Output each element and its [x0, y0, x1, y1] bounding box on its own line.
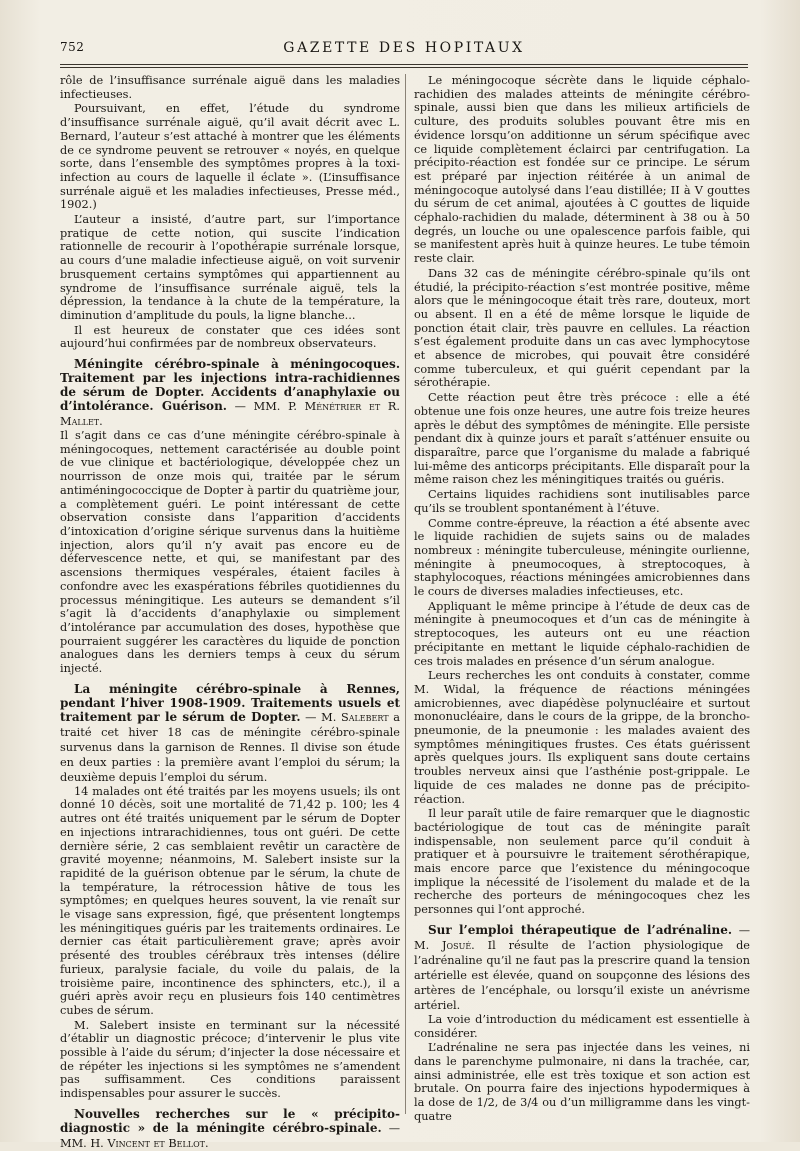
paragraph: Le méningocoque sécrète dans le liquide céphalo-rachidien des malades atteints de méningite cérébro-spinale, aussi bien que dans les milieux artificiels de culture, des produits solubles pouvant être mis en évidence lorsqu’on additionne un sérum spécifique avec ce liquide complètement éclairci par centrifugation. La précipito-réaction est fondée sur ce principe. Le sérum est préparé par injection réitérée à un animal de méningocoque autolysé dans l’eau distillée; II à V gouttes du sérum de cet animal, ajoutées à C gouttes de liquide céphalo-rachidien du malade, déterminent à 38 ou à 50 degrés, un louche ou une opalescence parfois faible, qui se manifestent après huit à quinze heures. Le tube témoin reste clair. [414, 74, 750, 266]
paragraph: Cette réaction peut être très précoce : elle a été obtenue une fois onze heures, une autre fois treize heures après le début des symptômes de méningite. Elle persiste pendant dix à quinze jours et paraît s’atténuer ensuite ou disparaître, parce que l’organisme du malade a fabriqué lui-même des anticorps précipitants. Elle disparaît pour la même raison chez les méningitiques traités ou guéris. [414, 391, 750, 487]
paragraph: Il leur paraît utile de faire remarquer que le diagnostic bactériologique de tout cas de méningite paraît indispensable, non seulement parce qu’il conduit à pratiquer et à poursuivre le traitement sérothérapique, mais encore parce que l’existence du méningocoque implique la nécessité de l’isolement du malade et de la recherche des porteurs de méningocoques chez les personnes qui l’ont approché. [414, 807, 750, 917]
header-rule [60, 64, 748, 65]
paragraph: Il s’agit dans ce cas d’une méningite cérébro-spinale à méningocoques, nettement caractérisée au double point de vue clinique et bactériologique, développée chez un nourrisson de onze mois qui, traitée par le sérum antiméningococcique de Dopter à partir du quatrième jour, a complètement guéri. Le point intéressant de cette observation consiste dans l’apparition d’accidents d’intoxication d’origine sérique survenus dans la huitième injection, alors qu’il n’y avait pas encore eu de défervescence nette, et qui, se manifestant par des ascensions thermiques vespérales, étaient faciles à confondre avec les exaspérations fébriles quotidiennes du processus méningitique. Les auteurs se demandent s’il s’agit là d’accidents d’anaphylaxie ou simplement d’intolérance par accumulation des doses, hypothèse que pourraient suggérer les caractères du liquide de ponction analogues dans les derniers temps à ceux du sérum injecté. [60, 429, 400, 676]
paragraph: rôle de l’insuffisance surrénale aiguë dans les maladies infectieuses. [60, 74, 400, 101]
paragraph: L’auteur a insisté, d’autre part, sur l’importance pratique de cette notion, qui suscite l’indication rationnelle de recourir à l’opothérapie surrénale lorsque, au cours d’une maladie infectieuse aiguë, on voit survenir brusquement certains symptômes qui appartiennent au syndrome de l’insuffisance surrénale aiguë, tels la dépression, la tendance à la chute de la température, la diminution d’amplitude du pouls, la ligne blanche... [60, 213, 400, 322]
paragraph: Appliquant le même principe à l’étude de deux cas de méningite à pneumocoques et d’un cas de méningite à streptocoques, les auteurs ont eu une réaction précipitante en mettant le liquide céphalo-rachidien de ces trois malades en présence d’un sérum analogue. [414, 599, 750, 668]
paragraph: Il est heureux de constater que ces idées sont aujourd’hui confirmées par de nombreux observateurs. [60, 323, 400, 351]
paragraph: 14 malades ont été traités par les moyens usuels; ils ont donné 10 décès, soit une mortalité de 71,42 p. 100; les 4 autres ont été traités uniquement par le sérum de Dopter en injections intrarachidiennes, tous ont guéri. De cette dernière série, 2 cas semblaient revêtir un caractère de gravité moyenne; néanmoins, M. Salebert insiste sur la rapidité de la guérison obtenue par le sérum, la chute de la température, la rétrocession hâtive de tous les symptômes; en quelques heures souvent, la vie renaît sur le visage sans expression, figé, que présentent longtemps les méningitiques guéris par les traitements ordinaires. Le dernier cas était particulièrement grave; après avoir présenté des troubles cérébraux très intenses (délire furieux, paralysie faciale, du voile du palais, de la troisième paire, incontinence des sphincters, etc.), il a guéri après avoir reçu en plusieurs fois 140 centimètres cubes de sérum. [60, 784, 400, 1017]
paragraph: La voie d’introduction du médicament est essentielle à considérer. [414, 1012, 750, 1040]
paragraph: Comme contre-épreuve, la réaction a été absente avec le liquide rachidien de sujets sains ou de malades nombreux : méningite tuberculeuse, méningite ourlienne, méningite à pneumocoques, à streptocoques, à staphylocoques, réactions méningées amicrobiennes dans le cours de diverses maladies infectieuses, etc. [414, 516, 750, 599]
paragraph: Poursuivant, en effet, l’étude du syndrome d’insuffisance surrénale aiguë, qu’il avait décrit avec L. Bernard, l’auteur s’est attaché à montrer que les éléments de ce syndrome peuvent se retrouver « noyés, en quelque sorte, dans l’ensemble des symptômes propres à la toxi-infection au cours de laquelle il éclate ». (L’insuffisance surrénale aiguë et les maladies infectieuses, Presse méd., 1902.) [60, 102, 400, 212]
section-title: Nouvelles recherches sur le « précipito-diagnostic » de la méningite cérébro-spinale. [60, 1106, 400, 1135]
section-lead: a traité cet hiver 18 cas de méningite cérébro-spinale survenus dans la garnison de Rennes. Il divise son étude en deux parties : la première avant l’emploi du sérum; la deuxième depuis l’emploi du sérum. [60, 710, 401, 784]
section-title: Méningite cérébro-spinale à méningocoques. Traitement par les injections intra-rachidiennes de sérum de Dopter. Accidents d’anaphylaxie ou d’intolérance. Guérison. [60, 357, 400, 414]
header-rule-double [60, 67, 748, 68]
section-authors: — MM. H. Vincent et Bellot. [60, 1121, 400, 1150]
paragraph: Certains liquides rachidiens sont inutilisables parce qu’ils se troublent spontanément à l’étuve. [414, 488, 750, 515]
section-title: Sur l’emploi thérapeutique de l’adrénaline. [428, 922, 733, 937]
section-heading [60, 357, 400, 429]
section-heading [60, 1107, 400, 1151]
page-header [60, 38, 748, 60]
page-number: 752 [60, 40, 85, 54]
section-title: La méningite cérébro-spinale à Rennes, pendant l’hiver 1908-1909. Traitements usuels et traitement par le sérum de Dopter. [60, 681, 400, 724]
section-authors: — MM. P. Ménétrier et R. Mallet. [60, 400, 400, 429]
section-lead: Il résulte de l’action physiologique de l’adrénaline qu’il ne faut pas la prescrire quand la tension artérielle est élevée, quand on soupçonne des lésions des artères de l’encéphale, ou lorsqu’il existe un anévrisme artériel. [414, 938, 750, 1012]
section-authors: — M. Salebert [300, 710, 389, 724]
journal-title: GAZETTE DES HOPITAUX [283, 40, 525, 56]
left-column [60, 74, 400, 1151]
paragraph: Leurs recherches les ont conduits à constater, comme M. Widal, la fréquence de réactions méningées amicrobiennes, avec diapédèse polynucléaire et surtout mononucléaire, dans le cours de la grippe, de la broncho-pneumonie, de la pneumonie : les malades avaient des symptômes méningitiques frustes. Ces états guérissent après quelques jours. Ils expliquent sans doute certains troubles nerveux ainsi que l’asthénie post-grippale. Le liquide de ces malades ne donne pas de précipito-réaction. [414, 669, 750, 806]
section-heading [60, 682, 400, 785]
paragraph: L’adrénaline ne sera pas injectée dans les veines, ni dans le parenchyme pulmonaire, ni dans la trachée, car, ainsi administrée, elle est très toxique et son action est brutale. On pourra faire des injections hypodermiques à la dose de 1/2, de 3/4 ou d’un milligramme dans les vingt-quatre [414, 1041, 750, 1123]
right-column [414, 74, 750, 1125]
paragraph: Dans 32 cas de méningite cérébro-spinale qu’ils ont étudié, la précipito-réaction s’est montrée positive, même alors que le méningocoque était très rare, douteux, mort ou absent. Il en a été de même lorsque le liquide de ponction était clair, très pauvre en cellules. La réaction s’est également produite dans un cas avec lymphocytose et absence de microbes, qui pouvait être considéré comme tuberculeux, et qui guérit cependant par la sérothérapie. [414, 266, 750, 390]
section-heading [414, 923, 750, 1013]
column-divider [405, 74, 406, 1114]
paragraph: M. Salebert insiste en terminant sur la nécessité d’établir un diagnostic précoce; d’intervenir le plus vite possible à l’aide du sérum; d’injecter la dose nécessaire et de répéter les injections si les symptômes ne s’amendent pas suffisamment. Ces conditions paraissent indispensables pour assurer le succès. [60, 1018, 400, 1101]
section-authors: — M. Josué. [414, 923, 750, 952]
